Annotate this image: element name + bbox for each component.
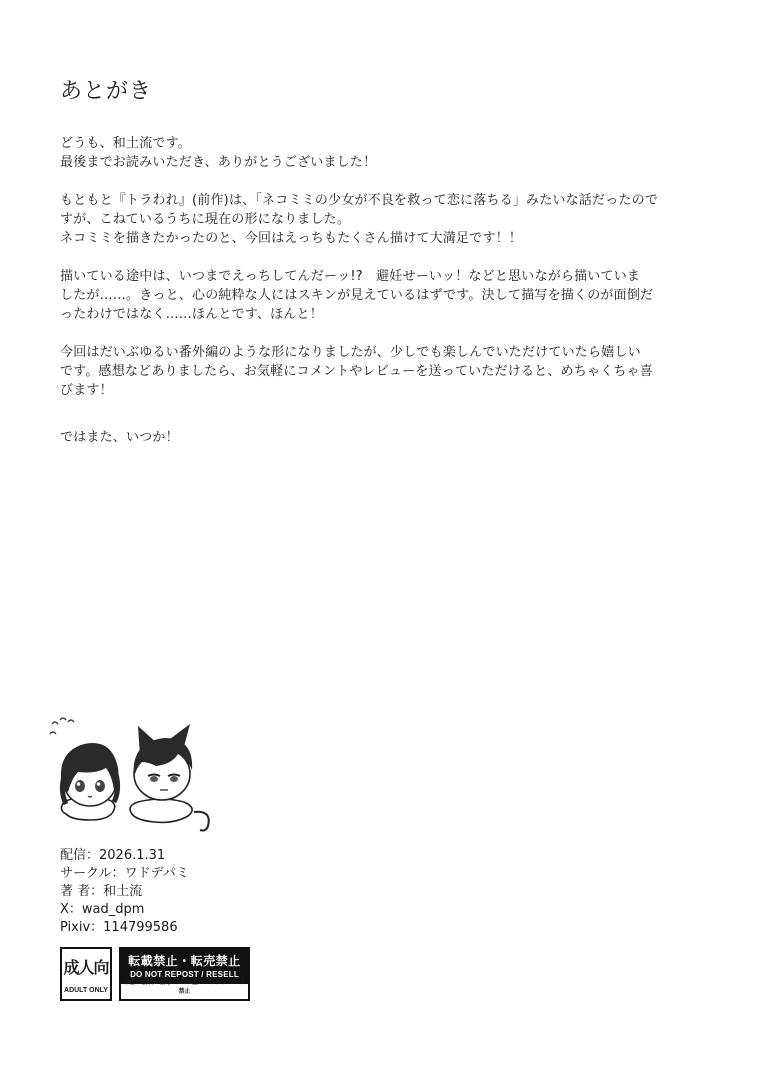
adult-badge-subtitle: ADULT ONLY [64, 987, 108, 994]
text-line: すが、こねているうちに現在の形になりました。 [60, 212, 351, 227]
author-name: 著 者：和土流 [60, 884, 143, 899]
text-line: 描いている途中は、いつまでえっちしてんだーッ!? 避妊せーいッ！などと思いながら描いていま [60, 269, 641, 284]
text-line: ったわけではなく……ほんとです、ほんと！ [60, 307, 323, 322]
text-line: 最後までお読みいただき、ありがとうございました！ [60, 155, 377, 170]
text-line: びます！ [60, 383, 113, 398]
chibi-characters-illustration [44, 716, 214, 832]
afterword-body [60, 134, 710, 466]
text-line: もともと『トラわれ』(前作)は、「ネコミミの少女が不良を救って恋に落ちる」みたいな話だったので [60, 193, 659, 208]
text-line: ではまた、いつか！ [60, 430, 179, 445]
x-handle: X：wad_dpm [60, 902, 145, 917]
text-line: どうも、和土流です。 [60, 136, 191, 151]
afterword-title: あとがき [60, 79, 153, 104]
credits-block [60, 847, 189, 937]
circle-name: サークル：ワドデパミ [60, 866, 189, 881]
pixiv-id: Pixiv：114799586 [60, 920, 178, 935]
adult-badge-title: 成人向 [63, 958, 109, 977]
paragraph-thanks [60, 343, 710, 400]
paragraph-origin [60, 191, 710, 248]
adult-only-badge [60, 947, 112, 1001]
text-line: です。感想などありましたら、お気軽にコメントやレビューを送っていただけると、めちゃくちゃ喜 [60, 364, 653, 379]
text-line: ネコミミを描きたかったのと、今回はえっちもたくさん描けて大満足です！！ [60, 231, 523, 246]
text-line: したが……。きっと、心の純粋な人にはスキンが見えているはずです。決して描写を描くのが面倒だ [60, 288, 654, 303]
release-date: 配信：2026.1.31 [60, 848, 166, 863]
paragraph-greeting [60, 134, 710, 172]
paragraph-farewell [60, 428, 710, 447]
text-line: 今回はだいぶゆるい番外編のような形になりましたが、少しでも楽しんでいただけていたら嬉しい [60, 345, 641, 360]
no-repost-badge [119, 947, 250, 1001]
paragraph-process [60, 267, 710, 324]
no-repost-note: 本書の複製・複写・Web上へのアップロード禁止 [123, 979, 246, 995]
no-repost-en: DO NOT REPOST / RESELL [130, 970, 239, 979]
no-repost-jp: 転載禁止・転売禁止 [128, 954, 241, 968]
